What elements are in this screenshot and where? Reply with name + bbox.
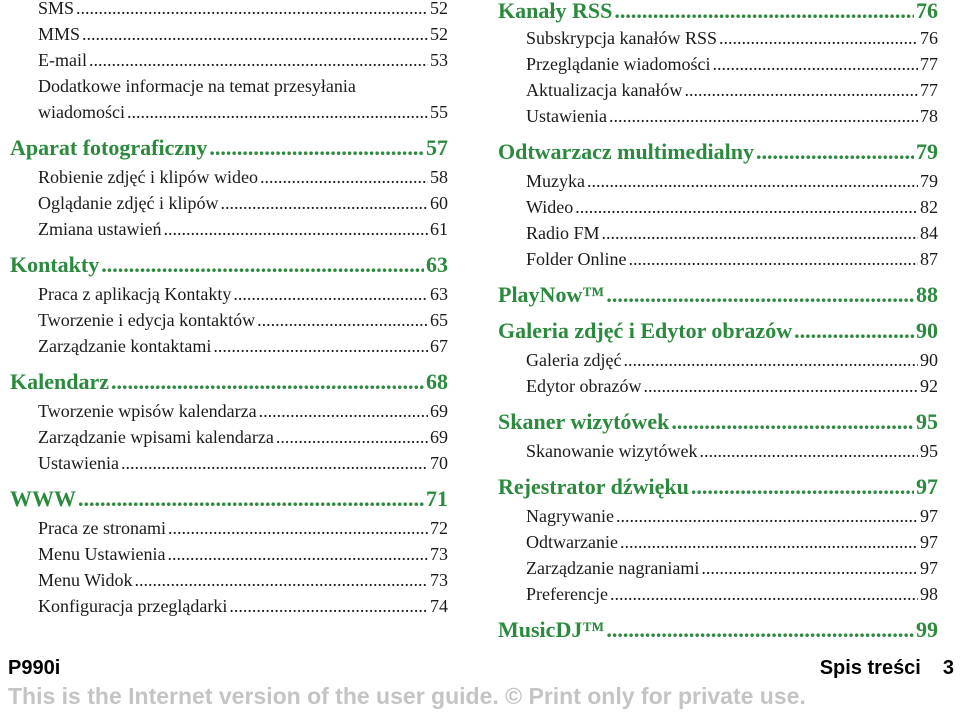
toc-entry-label: MMS: [38, 24, 81, 44]
toc-entry-page: 69: [430, 427, 448, 447]
toc-entry-label: Galeria zdjęć i Edytor obrazów: [498, 318, 793, 343]
toc-section-entry[interactable]: [498, 558, 938, 579]
toc-chapter-entry[interactable]: [498, 409, 938, 435]
toc-entry-label: Zmiana ustawień: [38, 219, 162, 239]
toc-entry-page: 53: [430, 50, 448, 70]
toc-dot-leader: [121, 453, 428, 474]
toc-dot-leader: [89, 50, 428, 71]
toc-entry-page: 92: [920, 376, 938, 396]
toc-entry-page: 61: [430, 219, 448, 239]
toc-dot-leader: [229, 596, 428, 617]
toc-dot-leader: [101, 252, 424, 278]
toc-section-entry[interactable]: [10, 0, 448, 19]
toc-dot-leader: [134, 570, 428, 591]
footer-page-number: 3: [942, 657, 954, 679]
toc-dot-leader: [82, 24, 428, 45]
toc-section-entry[interactable]: [498, 441, 938, 462]
toc-entry-label: Robienie zdjęć i klipów wideo: [38, 167, 258, 187]
toc-entry-page: 71: [426, 486, 448, 511]
toc-entry-label: PlayNow™: [498, 282, 605, 307]
toc-entry-page: 52: [430, 0, 448, 18]
toc-section-entry[interactable]: [498, 532, 938, 553]
toc-chapter-entry[interactable]: [10, 486, 448, 512]
toc-chapter-entry[interactable]: [10, 252, 448, 278]
toc-dot-leader: [587, 171, 918, 192]
toc-dot-leader: [602, 223, 918, 244]
toc-entry-page: 95: [916, 409, 938, 434]
toc-dot-leader: [168, 518, 428, 539]
toc-entry-page: 79: [916, 139, 938, 164]
toc-entry-page: 84: [920, 223, 938, 243]
toc-entry-page: 76: [916, 0, 938, 23]
toc-entry-label: WWW: [10, 486, 76, 511]
toc-entry-label: wiadomości: [38, 102, 125, 122]
toc-entry-page: 97: [920, 532, 938, 552]
toc-section-entry[interactable]: [498, 80, 938, 101]
toc-section-entry[interactable]: [498, 584, 938, 605]
toc-entry-page: 65: [430, 310, 448, 330]
toc-entry-label: Kontakty: [10, 252, 100, 277]
toc-dot-leader: [575, 197, 918, 218]
toc-dot-leader: [719, 28, 918, 49]
toc-section-entry[interactable]: [10, 102, 448, 123]
toc-section-entry[interactable]: [498, 106, 938, 127]
toc-dot-leader: [701, 558, 918, 579]
toc-entry-page: 79: [920, 171, 938, 191]
toc-entry-page: 90: [920, 350, 938, 370]
toc-entry-label: Kalendarz: [10, 369, 109, 394]
toc-dot-leader: [78, 486, 424, 512]
toc-section-entry[interactable]: [10, 570, 448, 591]
toc-entry-page: 69: [430, 401, 448, 421]
toc-section-entry[interactable]: [10, 219, 448, 240]
toc-entry-page: 73: [430, 570, 448, 590]
toc-chapter-entry[interactable]: [10, 135, 448, 161]
toc-entry-label: Zarządzanie wpisami kalendarza: [38, 427, 274, 447]
toc-entry-label: Kanały RSS: [498, 0, 613, 23]
toc-section-entry[interactable]: [10, 544, 448, 565]
toc-section-entry[interactable]: [498, 223, 938, 244]
toc-section-entry[interactable]: [10, 427, 448, 448]
toc-entry-page: 77: [920, 80, 938, 100]
toc-entry-label: MusicDJ™: [498, 617, 605, 642]
toc-section-entry[interactable]: [10, 596, 448, 617]
toc-entry-page: 57: [426, 135, 448, 160]
toc-section-entry[interactable]: [498, 350, 938, 371]
toc-dot-leader: [209, 135, 424, 161]
toc-entry-label: Tworzenie wpisów kalendarza: [38, 401, 257, 421]
toc-chapter-entry[interactable]: [498, 318, 938, 344]
toc-entry-page: 99: [916, 617, 938, 642]
toc-dot-leader: [260, 167, 428, 188]
toc-chapter-entry[interactable]: [498, 0, 938, 24]
toc-entry-page: 63: [430, 284, 448, 304]
toc-dot-leader: [213, 336, 428, 357]
toc-entry-label: Odtwarzacz multimedialny: [498, 139, 755, 164]
toc-dot-leader: [233, 284, 428, 305]
toc-entry-label: Skaner wizytówek: [498, 409, 670, 434]
toc-entry-label: Dodatkowe informacje na temat przesyłania: [38, 76, 356, 96]
toc-entry-page: 97: [916, 474, 938, 499]
toc-dot-leader: [614, 0, 914, 24]
toc-entry-label: Wideo: [526, 197, 574, 217]
toc-dot-leader: [691, 474, 914, 500]
toc-section-entry[interactable]: [498, 376, 938, 397]
toc-dot-leader: [609, 106, 918, 127]
toc-entry-page: 67: [430, 336, 448, 356]
footer-section-title: Spis treści: [819, 657, 921, 679]
toc-chapter-entry[interactable]: [498, 139, 938, 165]
toc-entry-label: Aparat fotograficzny: [10, 135, 208, 160]
toc-entry-label: Menu Widok: [38, 570, 133, 590]
toc-section-entry[interactable]: [10, 167, 448, 188]
toc-entry-page: 76: [920, 28, 938, 48]
toc-entry-label: Zarządzanie nagraniami: [526, 558, 700, 578]
toc-entry-label: Subskrypcja kanałów RSS: [526, 28, 717, 48]
toc-entry-label: Praca ze stronami: [38, 518, 166, 538]
toc-entry-label: Galeria zdjęć: [526, 350, 622, 370]
toc-entry-label: Folder Online: [526, 249, 627, 269]
toc-section-entry[interactable]: [498, 54, 938, 75]
toc-section-entry[interactable]: [10, 284, 448, 305]
toc-entry-label: Skanowanie wizytówek: [526, 441, 698, 461]
toc-dot-leader: [616, 506, 918, 527]
toc-dot-leader: [794, 318, 914, 344]
toc-chapter-entry[interactable]: [498, 282, 938, 308]
toc-dot-leader: [276, 427, 428, 448]
toc-entry-label: Aktualizacja kanałów: [526, 80, 683, 100]
toc-section-entry[interactable]: [498, 197, 938, 218]
toc-dot-leader: [257, 310, 428, 331]
toc-section-entry[interactable]: [10, 336, 448, 357]
toc-section-entry[interactable]: [498, 506, 938, 527]
toc-entry-label: SMS: [38, 0, 75, 18]
toc-dot-leader: [606, 282, 914, 308]
toc-entry-page: 82: [920, 197, 938, 217]
toc-dot-leader: [127, 102, 428, 123]
toc-dot-leader: [684, 80, 918, 101]
toc-section-entry[interactable]: [10, 401, 448, 422]
toc-dot-leader: [629, 249, 919, 270]
toc-entry-page: 52: [430, 24, 448, 44]
toc-entry-label: Preferencje: [526, 584, 608, 604]
toc-section-entry[interactable]: [498, 171, 938, 192]
toc-section-entry[interactable]: [10, 453, 448, 474]
toc-entry-page: 58: [430, 167, 448, 187]
toc-entry-page: 97: [920, 506, 938, 526]
toc-section-entry[interactable]: [498, 249, 938, 270]
toc-chapter-entry[interactable]: [10, 369, 448, 395]
toc-section-entry[interactable]: [10, 24, 448, 45]
toc-entry-page: 63: [426, 252, 448, 277]
toc-entry-label: Nagrywanie: [526, 506, 614, 526]
toc-section-entry[interactable]: [10, 193, 448, 214]
toc-entry-page: 90: [916, 318, 938, 343]
toc-dot-leader: [76, 0, 428, 19]
toc-section-entry[interactable]: [498, 28, 938, 49]
toc-section-entry[interactable]: [10, 310, 448, 331]
toc-dot-leader: [643, 376, 918, 397]
toc-dot-leader: [606, 617, 914, 643]
toc-section-entry[interactable]: [10, 518, 448, 539]
toc-entry-label: Tworzenie i edycja kontaktów: [38, 310, 256, 330]
toc-entry-page: 60: [430, 193, 448, 213]
toc-entry-label: Praca z aplikacją Kontakty: [38, 284, 232, 304]
toc-entry-page: 74: [430, 596, 448, 616]
toc-entry-label: Edytor obrazów: [526, 376, 642, 396]
toc-dot-leader: [623, 350, 918, 371]
toc-entry-page: 95: [920, 441, 938, 461]
toc-entry-label: Odtwarzanie: [526, 532, 618, 552]
toc-dot-leader: [111, 369, 424, 395]
toc-entry-page: 55: [430, 102, 448, 122]
toc-entry-label: Konfiguracja przeglądarki: [38, 596, 228, 616]
toc-entry-label: Radio FM: [526, 223, 600, 243]
toc-dot-leader: [167, 544, 428, 565]
toc-dot-leader: [699, 441, 918, 462]
toc-chapter-entry[interactable]: [498, 617, 938, 643]
watermark-text: This is the Internet version of the user guide. © Print only for private use.: [8, 683, 806, 709]
toc-entry-label: Zarządzanie kontaktami: [38, 336, 212, 356]
footer-section: [820, 657, 954, 680]
toc-entry-page: 97: [920, 558, 938, 578]
toc-entry-page: 70: [430, 453, 448, 473]
toc-entry-page: 68: [426, 369, 448, 394]
toc-entry-label: Muzyka: [526, 171, 585, 191]
toc-dot-leader: [259, 401, 428, 422]
toc-dot-leader: [620, 532, 918, 553]
toc-dot-leader: [610, 584, 918, 605]
toc-entry-label: Oglądanie zdjęć i klipów: [38, 193, 219, 213]
toc-entry-page: 88: [916, 282, 938, 307]
toc-entry-page: 78: [920, 106, 938, 126]
toc-dot-leader: [712, 54, 918, 75]
toc-entry-label: E-mail: [38, 50, 87, 70]
toc-entry-label: Rejestrator dźwięku: [498, 474, 689, 499]
toc-entry-label: Menu Ustawienia: [38, 544, 166, 564]
toc-entry-page: 73: [430, 544, 448, 564]
footer-model: P990i: [8, 657, 61, 679]
toc-entry-page: 98: [920, 584, 938, 604]
toc-dot-leader: [756, 139, 914, 165]
toc-entry-label: Ustawienia: [38, 453, 119, 473]
toc-entry-page: 72: [430, 518, 448, 538]
toc-section-entry[interactable]: [10, 76, 448, 97]
toc-entry-label: Ustawienia: [526, 106, 607, 126]
toc-chapter-entry[interactable]: [498, 474, 938, 500]
toc-section-entry[interactable]: [10, 50, 448, 71]
toc-dot-leader: [163, 219, 428, 240]
toc-entry-page: 87: [920, 249, 938, 269]
toc-entry-page: 77: [920, 54, 938, 74]
toc-dot-leader: [220, 193, 428, 214]
toc-dot-leader: [671, 409, 914, 435]
toc-entry-label: Przeglądanie wiadomości: [526, 54, 711, 74]
